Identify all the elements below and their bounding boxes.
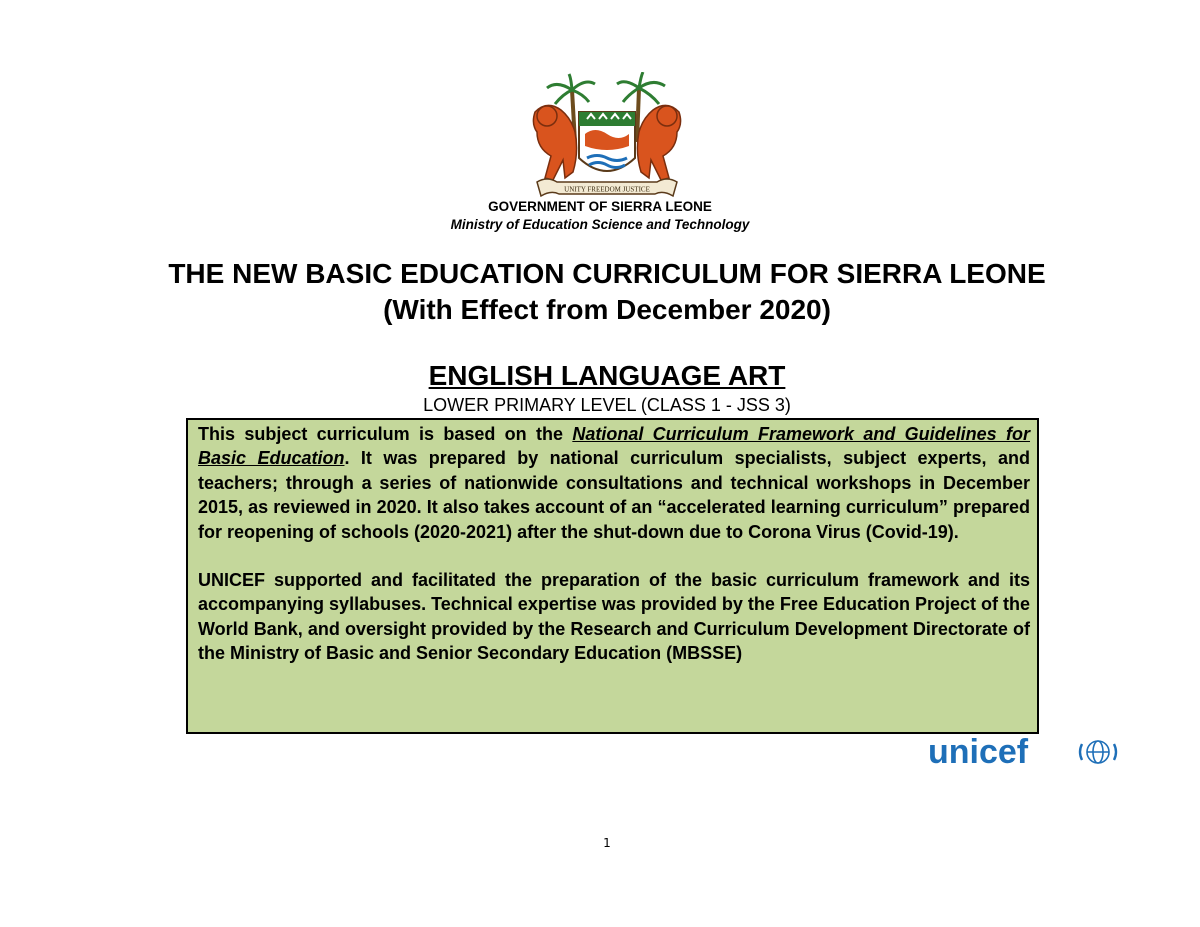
info-paragraph-1 bbox=[198, 422, 1030, 544]
framework-reference: National Curriculum Framework and Guidelines for Basic Education bbox=[198, 424, 1031, 469]
ministry-heading: Ministry of Education Science and Technology bbox=[450, 217, 750, 232]
coat-of-arms-logo bbox=[527, 72, 687, 200]
curriculum-info-box bbox=[186, 418, 1039, 734]
unicef-logo bbox=[928, 733, 1126, 771]
title-line-2: (With Effect from December 2020) bbox=[383, 294, 831, 325]
page-number: 1 bbox=[603, 836, 611, 850]
title-line-1: THE NEW BASIC EDUCATION CURRICULUM FOR SIERRA LEONE bbox=[168, 258, 1046, 289]
un-emblem-icon bbox=[1080, 741, 1116, 763]
government-heading: GOVERNMENT OF SIERRA LEONE bbox=[488, 199, 712, 214]
unicef-logo-text: unicef bbox=[928, 733, 1029, 771]
motto-text: UNITY FREEDOM JUSTICE bbox=[564, 185, 650, 194]
info-paragraph-2: UNICEF supported and facilitated the preparation of the basic curriculum framework and its accompanying syllabuses. Technical expertise was provided by the Free Education Project of the World Bank, and oversight provided by the Research and Curriculum Development Directorate of the Ministry of Basic and Senior Secondary Education (MBSSE) bbox=[198, 570, 1030, 664]
document-title bbox=[0, 256, 1200, 328]
level-heading: LOWER PRIMARY LEVEL (CLASS 1 - JSS 3) bbox=[423, 395, 791, 415]
info-p1-after: . It was prepared by national curriculum specialists, subject experts, and teachers; through a series of nationwide consultations and technical workshops in December 2015, as reviewed in 2020. It also takes account of an “accelerated learning curriculum” prepared for reopening of schools (2020-2021) after the shut-down due to Corona Virus (Covid-19). bbox=[198, 448, 1030, 542]
subject-heading: ENGLISH LANGUAGE ART bbox=[428, 360, 786, 391]
info-p1-before: This subject curriculum is based on the bbox=[198, 424, 573, 444]
